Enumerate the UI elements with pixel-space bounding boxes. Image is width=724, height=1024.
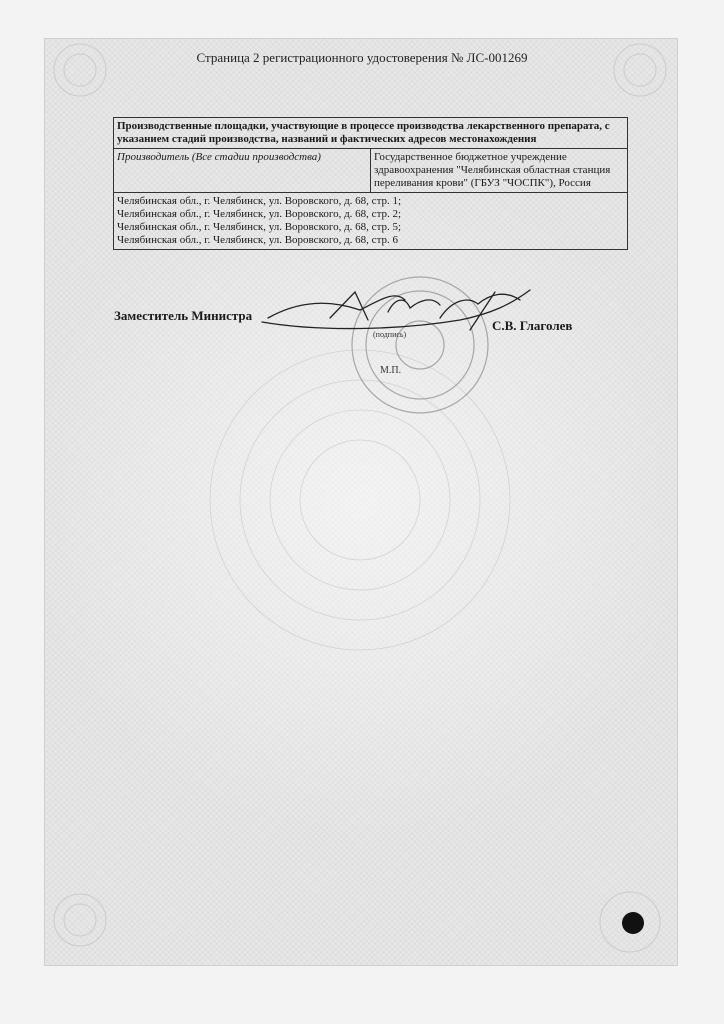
manufacturer-organization: Государственное бюджетное учреждение здравоохранения "Челябинская областная станция переливания крови" (ГБУЗ "ЧОСПК"), Россия xyxy=(371,149,628,193)
page-header: Страница 2 регистрационного удостоверения № ЛС-001269 xyxy=(196,50,528,65)
signatory-name: С.В. Глаголев xyxy=(492,318,573,333)
table-heading: Производственные площадки, участвующие в процессе производства лекарственного препарата, с указанием стадий производства, названий и фактических адресов местонахождения xyxy=(114,118,628,149)
list-item: Челябинская обл., г. Челябинск, ул. Воровского, д. 68, стр. 6 xyxy=(117,234,399,246)
list-item: Челябинская обл., г. Челябинск, ул. Воровского, д. 68, стр. 5; xyxy=(117,221,402,233)
signature-caption: (подпись) xyxy=(373,330,407,339)
seal-place-mark: М.П. xyxy=(380,365,402,376)
hologram-dot-icon xyxy=(622,912,644,934)
signatory-position: Заместитель Министра xyxy=(114,308,253,323)
list-item: Челябинская обл., г. Челябинск, ул. Воровского, д. 68, стр. 2; xyxy=(117,208,402,220)
list-item: Челябинская обл., г. Челябинск, ул. Воровского, д. 68, стр. 1; xyxy=(117,195,402,207)
manufacturer-role: Производитель (Все стадии производства) xyxy=(114,149,371,193)
